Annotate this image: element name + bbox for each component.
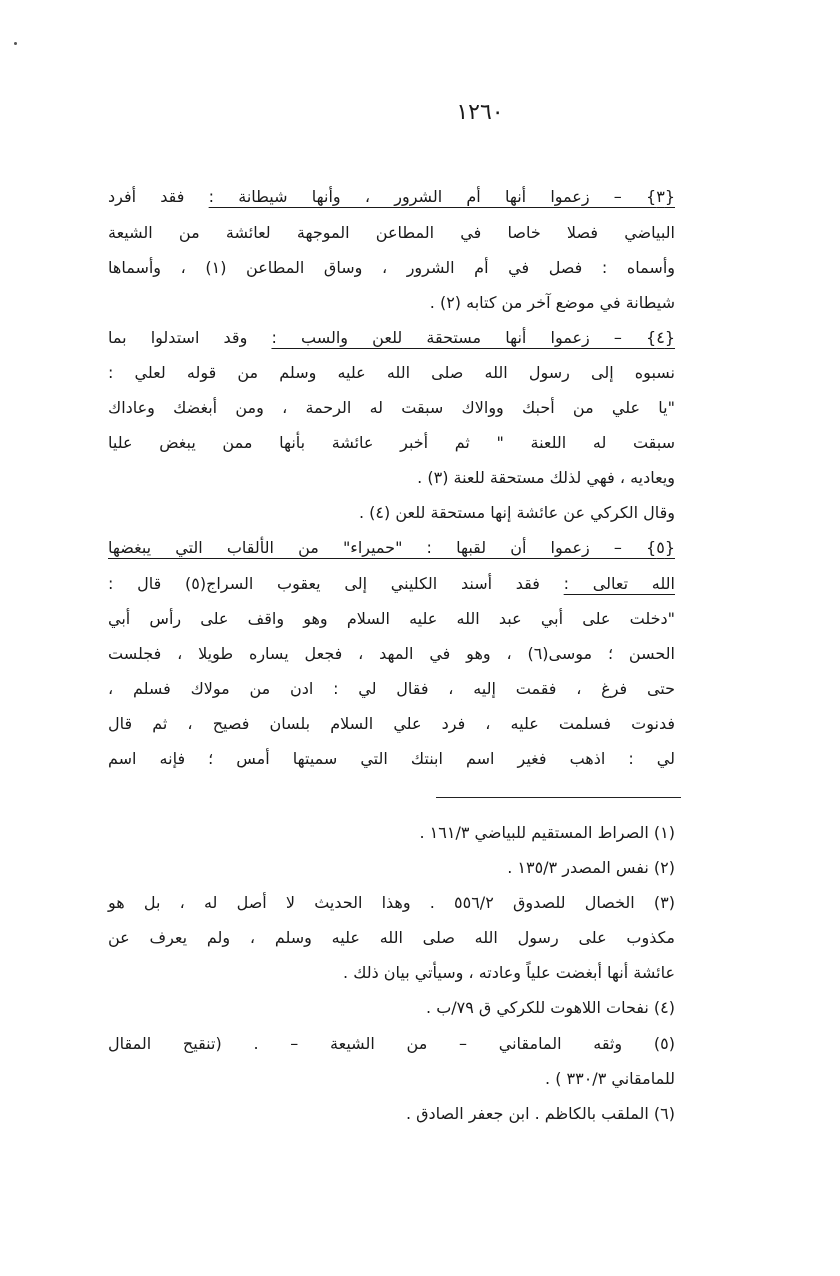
footnote-line: (٦) الملقب بالكاظم . ابن جعفر الصادق . [405, 1104, 675, 1123]
scan-speck [14, 42, 17, 45]
footnote-line: للمامقاني ٣٣٠/٣ ) . [545, 1069, 675, 1088]
section-heading: {٤} – زعموا أنها مستحقة للعن والسب : [271, 328, 676, 347]
body-line [108, 537, 675, 559]
footnote-line: (٤) نفحات اللاهوت للكركي ق ٧٩/ب . [426, 998, 675, 1017]
body-line: نسبوه إلى رسول الله صلى الله عليه وسلم من قوله لعلي : [108, 363, 675, 382]
page-number: ١٢٦٠ [456, 100, 504, 125]
section-heading: {٣} – زعموا أنها أم الشرور ، وأنها شيطانة : [208, 187, 675, 206]
body-line: "دخلت على أبي عبد الله عليه السلام وهو واقف على رأس أبي [108, 609, 675, 628]
section-heading: {٥} – زعموا أن لقبها : "حميراء" من الألقاب التي يبغضها [108, 538, 675, 557]
footnote-separator [436, 797, 681, 798]
body-line: وقال الكركي عن عائشة إنها مستحقة للعن (٤) . [358, 503, 675, 522]
section-heading: الله تعالى : [563, 574, 675, 593]
footnote-line: (١) الصراط المستقيم للبياضي ١٦١/٣ . [419, 823, 675, 842]
footnote-line: (٥) وثقه المامقاني – من الشيعة – . (تنقيح المقال [108, 1034, 675, 1053]
footnote-line: عائشة أنها أبغضت علياً وعادته ، وسيأتي بيان ذلك . [343, 963, 675, 982]
body-line: الله تعالى : فقد أسند الكليني إلى يعقوب السراج(٥) قال : [108, 574, 675, 593]
body-line: شيطانة في موضع آخر من كتابه (٢) . [429, 293, 675, 312]
body-line: ويعاديه ، فهي لذلك مستحقة للعنة (٣) . [417, 468, 675, 487]
body-line: الحسن ؛ موسى(٦) ، وهو في المهد ، فجعل يساره طويلا ، فجلست [108, 644, 675, 663]
body-line: وأسماه : فصل في أم الشرور ، وساق المطاعن (١) ، وأسماها [108, 258, 675, 277]
footnote-line: (٢) نفس المصدر ١٣٥/٣ . [507, 858, 675, 877]
body-line: سبقت له اللعنة " ثم أخبر عائشة بأنها ممن يبغض عليا [108, 433, 675, 452]
body-line: {٣} – زعموا أنها أم الشرور ، وأنها شيطانة : فقد أفرد [108, 187, 675, 206]
footnote-line: (٣) الخصال للصدوق ٥٥٦/٢ . وهذا الحديث لا أصل له ، بل هو [108, 893, 675, 912]
body-line: لي : اذهب فغير اسم ابنتك التي سميتها أمس ؛ فإنه اسم [108, 749, 675, 768]
body-line: البياضي فصلا خاصا في المطاعن الموجهة لعائشة من الشيعة [108, 223, 675, 242]
body-line: {٤} – زعموا أنها مستحقة للعن والسب : وقد استدلوا بما [108, 328, 676, 347]
footnote-line: مكذوب على رسول الله صلى الله عليه وسلم ، ولم يعرف عن [108, 928, 675, 947]
body-line: "يا علي من أحبك ووالاك سبقت له الرحمة ، ومن أبغضك وعاداك [108, 398, 675, 417]
body-line: حتى فرغ ، فقمت إليه ، فقال لي : ادن من مولاك فسلم ، [108, 679, 675, 698]
body-line: فدنوت فسلمت عليه ، فرد علي السلام بلسان فصيح ، ثم قال [108, 714, 675, 733]
